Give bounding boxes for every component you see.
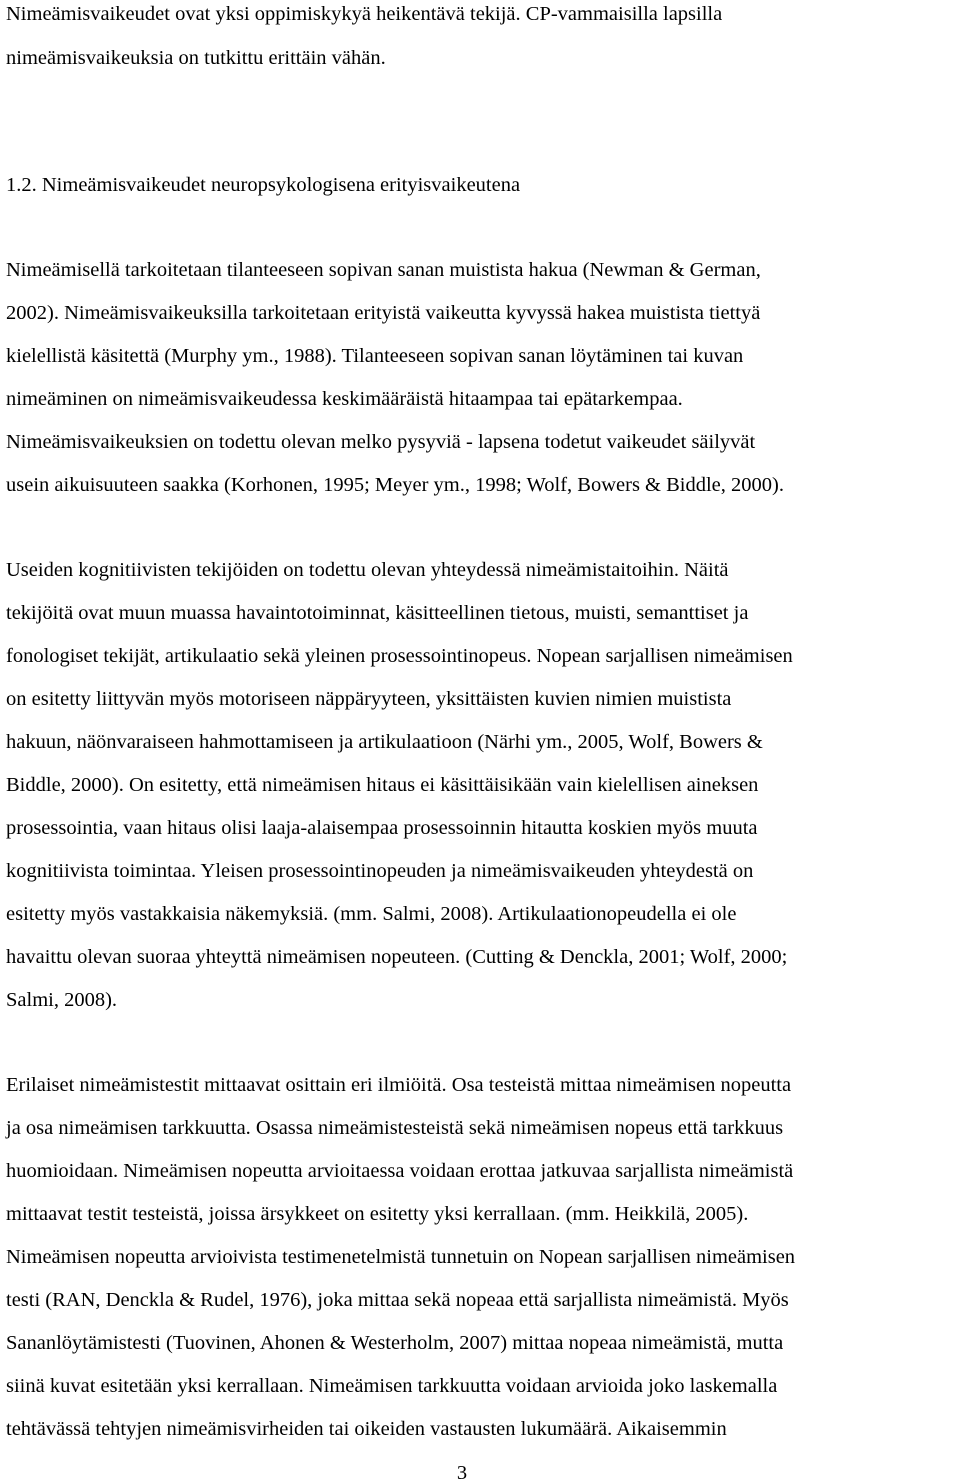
intro-line-2: nimeämisvaikeuksia on tutkittu erittäin vähän. bbox=[6, 47, 386, 69]
paragraph-3-line-4: mittaavat testit testeistä, joissa ärsykkeet on esitetty yksi kerrallaan. (mm. Heikkilä, 2005). bbox=[6, 1203, 749, 1225]
paragraph-2-line-2: tekijöitä ovat muun muassa havaintotoiminnat, käsitteellinen tietous, muisti, semanttiset ja bbox=[6, 602, 749, 624]
paragraph-1-line-4: nimeäminen on nimeämisvaikeudessa keskimääräistä hitaampaa tai epätarkempaa. bbox=[6, 388, 683, 410]
paragraph-2-line-1: Useiden kognitiivisten tekijöiden on todettu olevan yhteydessä nimeämistaitoihin. Näitä bbox=[6, 559, 729, 581]
paragraph-2-line-4: on esitetty liittyvän myös motoriseen näppäryyteen, yksittäisten kuvien nimien muistista bbox=[6, 688, 732, 710]
paragraph-2-line-7: prosessointia, vaan hitaus olisi laaja-alaisempaa prosessoinnin hitautta koskien myös muuta bbox=[6, 817, 758, 839]
paragraph-3-line-9: tehtävässä tehtyjen nimeämisvirheiden tai oikeiden vastausten lukumäärä. Aikaisemmin bbox=[6, 1418, 727, 1440]
paragraph-3-line-1: Erilaiset nimeämistestit mittaavat osittain eri ilmiöitä. Osa testeistä mittaa nimeämisen nopeutta bbox=[6, 1074, 792, 1096]
paragraph-2-line-10: havaittu olevan suoraa yhteyttä nimeämisen nopeuteen. (Cutting & Denckla, 2001; Wolf, 2000; bbox=[6, 946, 788, 968]
paragraph-3-line-7: Sananlöytämistesti (Tuovinen, Ahonen & Westerholm, 2007) mittaa nopeaa nimeämistä, mutta bbox=[6, 1332, 784, 1354]
intro-line-1: Nimeämisvaikeudet ovat yksi oppimiskykyä heikentävä tekijä. CP-vammaisilla lapsilla bbox=[6, 3, 723, 25]
paragraph-2-line-8: kognitiivista toimintaa. Yleisen prosessointinopeuden ja nimeämisvaikeuden yhteydestä on bbox=[6, 860, 754, 882]
paragraph-1-line-3: kielellistä käsitettä (Murphy ym., 1988). Tilanteeseen sopivan sanan löytäminen tai kuvan bbox=[6, 345, 744, 367]
paragraph-1-line-1: Nimeämisellä tarkoitetaan tilanteeseen sopivan sanan muistista hakua (Newman & German, bbox=[6, 259, 761, 281]
page-number: 3 bbox=[456, 1462, 468, 1484]
paragraph-2-line-5: hakuun, näönvaraiseen hahmottamiseen ja artikulaatioon (Närhi ym., 2005, Wolf, Bowers & bbox=[6, 731, 763, 753]
section-heading: 1.2. Nimeämisvaikeudet neuropsykologisena erityisvaikeutena bbox=[6, 174, 521, 196]
paragraph-2-line-9: esitetty myös vastakkaisia näkemyksiä. (mm. Salmi, 2008). Artikulaationopeudella ei ole bbox=[6, 903, 737, 925]
paragraph-3-line-8: siinä kuvat esitetään yksi kerrallaan. Nimeämisen tarkkuutta voidaan arvioida joko laskemalla bbox=[6, 1375, 778, 1397]
paragraph-2-line-3: fonologiset tekijät, artikulaatio sekä yleinen prosessointinopeus. Nopean sarjallisen nimeämisen bbox=[6, 645, 793, 667]
paragraph-3-line-2: ja osa nimeämisen tarkkuutta. Osassa nimeämistesteistä sekä nimeämisen nopeus että tarkkuus bbox=[6, 1117, 784, 1139]
paragraph-2-line-6: Biddle, 2000). On esitetty, että nimeämisen hitaus ei käsittäisikään vain kielellisen aineksen bbox=[6, 774, 759, 796]
paragraph-1-line-6: usein aikuisuuteen saakka (Korhonen, 1995; Meyer ym., 1998; Wolf, Bowers & Biddle, 2000). bbox=[6, 474, 784, 496]
paragraph-2-line-11: Salmi, 2008). bbox=[6, 989, 118, 1011]
paragraph-3-line-6: testi (RAN, Denckla & Rudel, 1976), joka mittaa sekä nopeaa että sarjallista nimeämistä. Myös bbox=[6, 1289, 789, 1311]
paragraph-1-line-2: 2002). Nimeämisvaikeuksilla tarkoitetaan erityistä vaikeutta kyvyssä hakea muistista tiettyä bbox=[6, 302, 761, 324]
paragraph-3-line-5: Nimeämisen nopeutta arvioivista testimenetelmistä tunnetuin on Nopean sarjallisen nimeämisen bbox=[6, 1246, 796, 1268]
paragraph-3-line-3: huomioidaan. Nimeämisen nopeutta arvioitaessa voidaan erottaa jatkuvaa sarjallista nimeämistä bbox=[6, 1160, 794, 1182]
paragraph-1-line-5: Nimeämisvaikeuksien on todettu olevan melko pysyviä - lapsena todetut vaikeudet säilyvät bbox=[6, 431, 756, 453]
